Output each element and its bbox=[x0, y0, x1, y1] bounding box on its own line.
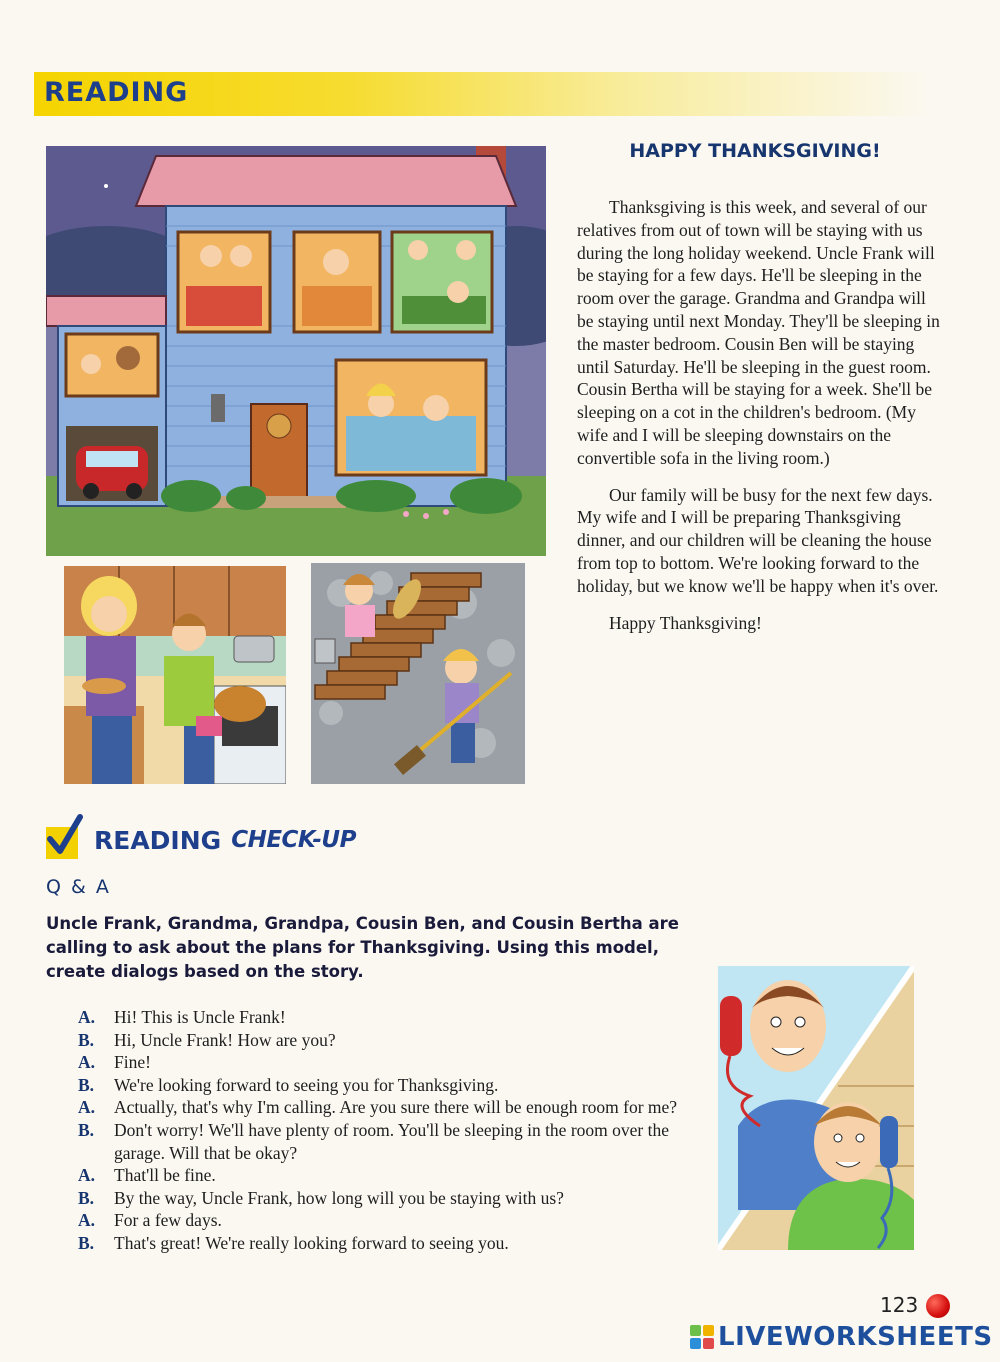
dialog-text: We're looking forward to seeing you for Thanksgiving. bbox=[114, 1074, 499, 1095]
story-paragraph: Our family will be busy for the next few days. My wife and I will be preparing Thanksgiving dinner, and our children will be cleaning the house from top to bottom. We're looking forward to the holiday, but we know we'll be happy when it's over. bbox=[577, 484, 939, 596]
logo-grid-icon bbox=[690, 1325, 714, 1349]
qa-label: Q & A bbox=[46, 876, 111, 898]
checkup-title: READING bbox=[94, 825, 222, 855]
story-closing: Happy Thanksgiving! bbox=[609, 612, 762, 633]
dialog-text: For a few days. bbox=[114, 1210, 222, 1231]
phone-call-illustration bbox=[718, 966, 914, 1250]
dialog-line bbox=[78, 1029, 698, 1052]
instructions: Uncle Frank, Grandma, Grandpa, Cousin Ben, and Cousin Bertha are calling to ask about the plans for Thanksgiving. Using this model, create dialogs based on the story. bbox=[46, 914, 679, 981]
speaker: A. bbox=[78, 1052, 96, 1073]
liveworksheets-logo bbox=[690, 1322, 993, 1352]
stairs-illustration bbox=[311, 563, 525, 784]
dialog-line bbox=[78, 1006, 698, 1029]
dialog-line bbox=[78, 1232, 698, 1255]
dialog-line bbox=[78, 1209, 698, 1232]
dialog-line bbox=[78, 1096, 698, 1119]
story-title: HAPPY THANKSGIVING! bbox=[629, 140, 881, 162]
dialog-text: Fine! bbox=[114, 1052, 151, 1073]
dialog-text: Hi! This is Uncle Frank! bbox=[114, 1007, 286, 1027]
dialog-text: Actually, that's why I'm calling. Are you sure there will be enough room for me? bbox=[114, 1097, 678, 1118]
reading-checkup-heading bbox=[46, 816, 356, 864]
checkmark-icon bbox=[46, 827, 78, 859]
dialog-line bbox=[78, 1051, 698, 1074]
dialog-text: Hi, Uncle Frank! How are you? bbox=[114, 1029, 336, 1050]
section-banner-label: READING bbox=[44, 77, 189, 108]
story-text bbox=[577, 196, 945, 648]
speaker: A. bbox=[78, 1007, 96, 1027]
speaker: B. bbox=[78, 1232, 95, 1253]
dialog-text: By the way, Uncle Frank, how long will you be staying with us? bbox=[114, 1187, 564, 1208]
page-number: 123 bbox=[880, 1293, 919, 1317]
brand-text: LIVEWORKSHEETS bbox=[718, 1322, 993, 1352]
dialog-line bbox=[78, 1119, 698, 1164]
dialog-text: Don't worry! We'll have plenty of room. You'll be sleeping in the room over the garage. Will that be okay? bbox=[114, 1119, 669, 1163]
dialog-line bbox=[78, 1074, 698, 1097]
checkup-subtitle: CHECK-UP bbox=[231, 827, 356, 853]
speaker: B. bbox=[78, 1029, 95, 1050]
speaker: A. bbox=[78, 1165, 96, 1186]
page-dot-icon bbox=[926, 1294, 950, 1318]
speaker: A. bbox=[78, 1097, 96, 1118]
speaker: A. bbox=[78, 1210, 96, 1231]
story-paragraph: Thanksgiving is this week, and several of our relatives from out of town will be staying with us during the long holiday weekend. Uncle Frank will be staying for a few days. He'll be sleeping in the room over the garage. Grandma and Grandpa will be staying until next Monday. They'll be sleeping in the master bedroom. Cousin Ben will be staying until Saturday. He'll be sleeping in the guest room. Cousin Bertha will be staying for a week. She'll be sleeping on a cot in the children's bedroom. (My wife and I will be sleeping downstairs on the convertible sofa in the living room.) bbox=[577, 197, 940, 468]
dialog bbox=[78, 1006, 698, 1255]
dialog-line bbox=[78, 1164, 698, 1187]
section-banner bbox=[34, 72, 934, 116]
dialog-text: That'll be fine. bbox=[114, 1165, 216, 1186]
dialog-line bbox=[78, 1187, 698, 1210]
speaker: B. bbox=[78, 1074, 95, 1095]
house-illustration bbox=[46, 146, 546, 556]
speaker: B. bbox=[78, 1187, 95, 1208]
speaker: B. bbox=[78, 1119, 95, 1140]
dialog-text: That's great! We're really looking forward to seeing you. bbox=[114, 1232, 509, 1253]
kitchen-illustration bbox=[64, 566, 286, 784]
